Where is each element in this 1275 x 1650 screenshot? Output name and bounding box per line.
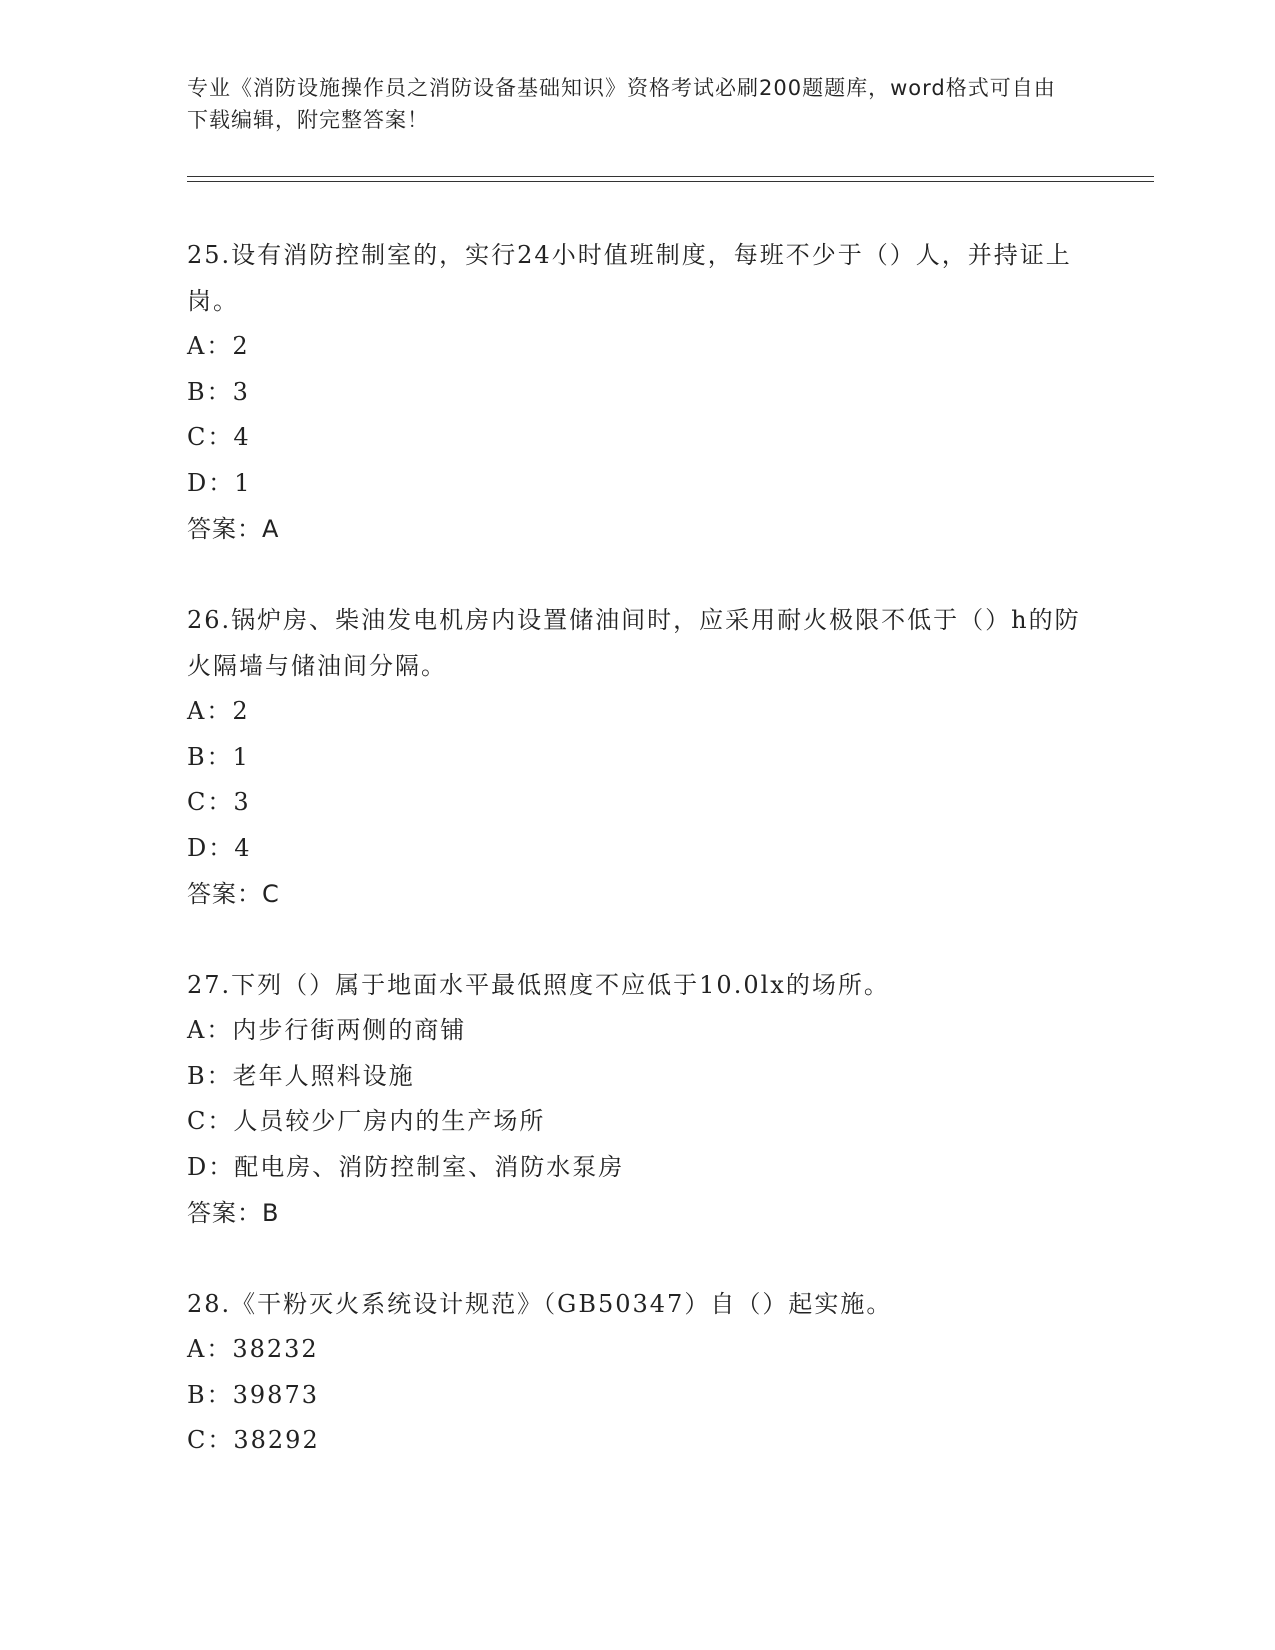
answer-line: 答案：B bbox=[187, 1199, 280, 1227]
option-b: B：老年人照料设施 bbox=[187, 1061, 415, 1090]
option-c: C：3 bbox=[187, 788, 251, 816]
option-b: B：3 bbox=[187, 377, 250, 406]
question-26 bbox=[187, 597, 1087, 917]
option-a: A：2 bbox=[187, 697, 250, 725]
question-stem: 25.设有消防控制室的，实行24小时值班制度，每班不少于（）人，并持证上岗。 bbox=[187, 241, 1072, 315]
option-c: C：38292 bbox=[187, 1426, 320, 1454]
document-header: 专业《消防设施操作员之消防设备基础知识》资格考试必刷200题题库，word格式可自由下载编辑，附完整答案！ bbox=[187, 76, 1056, 132]
option-d: D：配电房、消防控制室、消防水泵房 bbox=[187, 1152, 625, 1181]
option-d: D：4 bbox=[187, 833, 252, 862]
answer-line: 答案：C bbox=[187, 880, 280, 908]
option-b: B：39873 bbox=[187, 1380, 319, 1409]
question-stem: 28.《干粉灭火系统设计规范》（GB50347）自（）起实施。 bbox=[187, 1290, 893, 1318]
question-stem: 26.锅炉房、柴油发电机房内设置储油间时，应采用耐火极限不低于（）h的防火隔墙与储油间分隔。 bbox=[187, 606, 1081, 680]
question-stem: 27.下列（）属于地面水平最低照度不应低于10.0lx的场所。 bbox=[187, 971, 890, 999]
option-c: C：4 bbox=[187, 423, 251, 451]
header-divider-bottom bbox=[187, 181, 1154, 182]
option-a: A：内步行街两侧的商铺 bbox=[187, 1016, 467, 1044]
answer-line: 答案：A bbox=[187, 515, 280, 543]
question-list bbox=[187, 232, 1087, 1509]
option-d: D：1 bbox=[187, 468, 252, 497]
option-a: A：38232 bbox=[187, 1335, 319, 1363]
question-28 bbox=[187, 1281, 1087, 1464]
option-a: A：2 bbox=[187, 332, 250, 360]
question-25 bbox=[187, 232, 1087, 552]
header-divider-top bbox=[187, 176, 1154, 177]
question-27 bbox=[187, 962, 1087, 1236]
option-c: C：人员较少厂房内的生产场所 bbox=[187, 1107, 546, 1135]
option-b: B：1 bbox=[187, 742, 250, 771]
